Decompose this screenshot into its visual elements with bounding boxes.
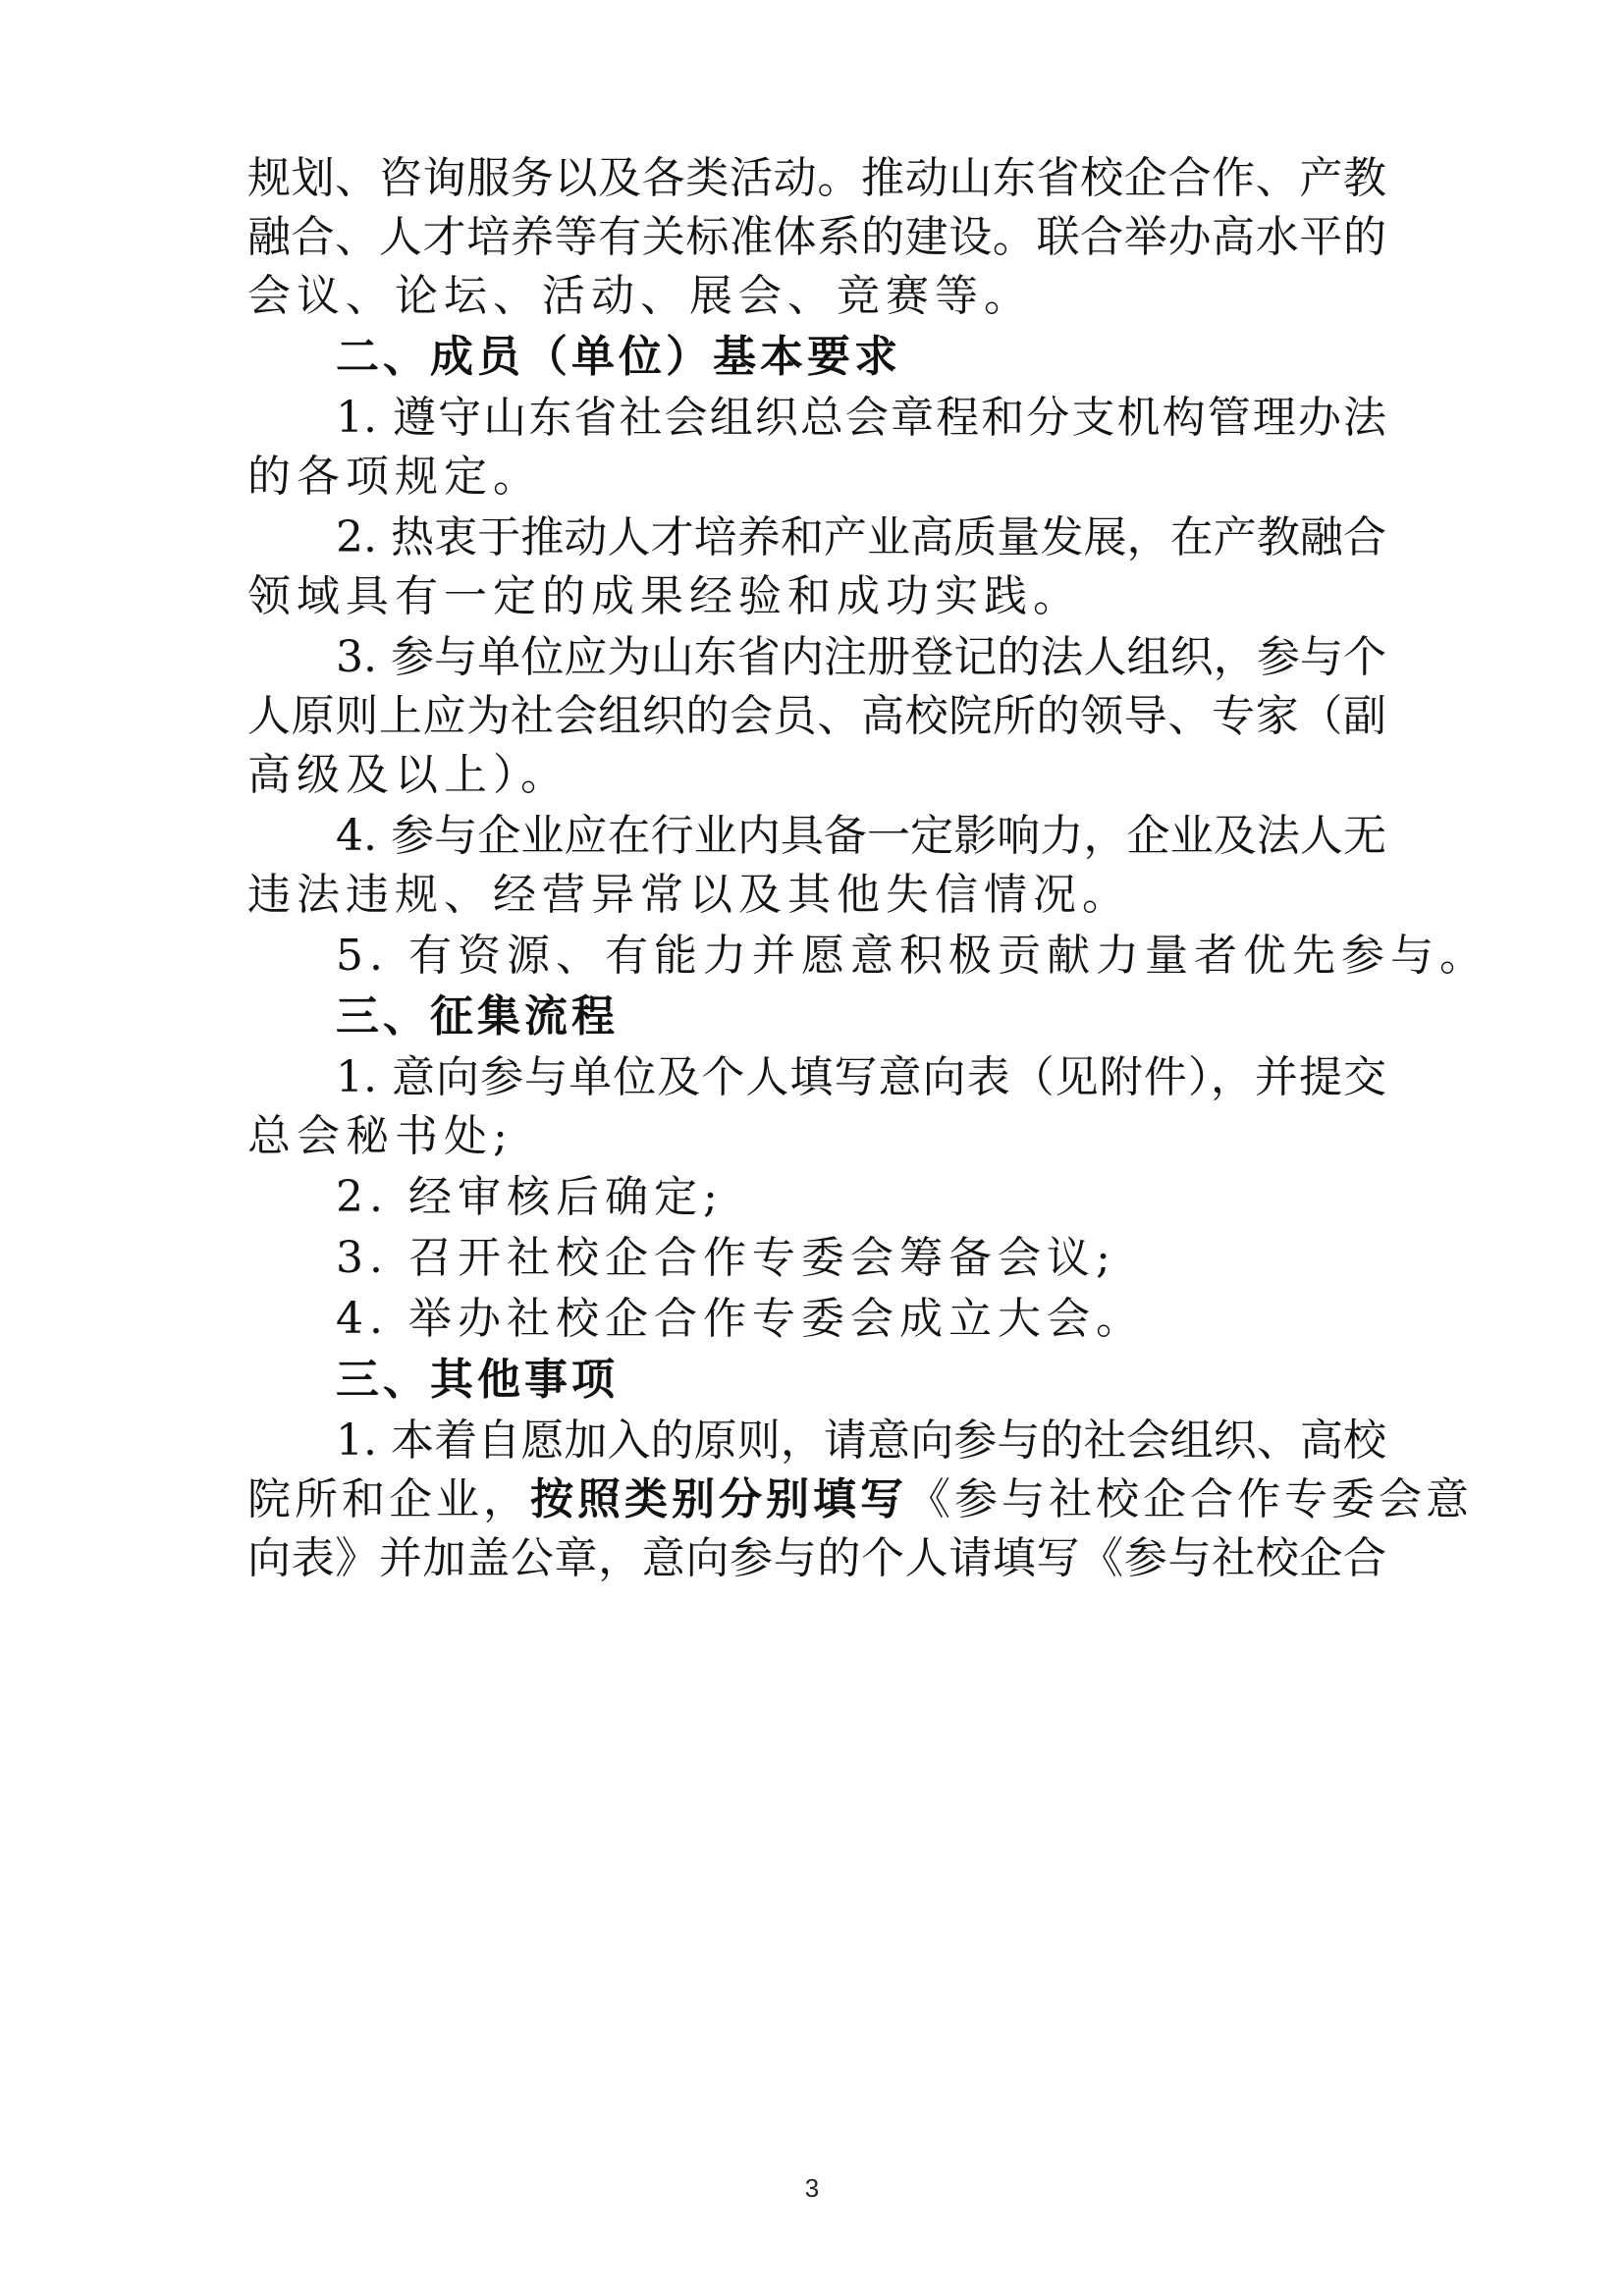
list-item-continuation: 领域具有一定的成果经验和成功实践。: [247, 571, 1082, 621]
page-number: 3: [804, 2173, 820, 2203]
list-item: 5. 有资源、有能力并愿意积极贡献力量者优先参与。: [336, 931, 1489, 981]
section-heading-other-matters: 三、其他事项: [336, 1355, 619, 1405]
list-item: 3. 参与单位应为山东省内注册登记的法人组织，参与个: [336, 632, 1386, 682]
list-item-continuation: 人原则上应为社会组织的会员、高校院所的领导、专家（副: [247, 691, 1386, 741]
list-item-continuation: 违法违规、经营异常以及其他失信情况。: [247, 870, 1131, 920]
line-suffix-text: 《参与社校企合作专委会意: [907, 1474, 1473, 1524]
list-item: 2. 热衷于推动人才培养和产业高质量发展，在产教融合: [336, 512, 1386, 562]
list-item: 1. 遵守山东省社会组织总会章程和分支机构管理办法: [336, 393, 1386, 443]
list-item: 1. 意向参与单位及个人填写意向表（见附件），并提交: [336, 1052, 1386, 1102]
list-item: 4. 举办社校企合作专委会成立大会。: [336, 1294, 1145, 1344]
list-item-continuation: [247, 1470, 1473, 1529]
line-prefix-text: 院所和企业，: [247, 1474, 530, 1524]
section-heading-process: 三、征集流程: [336, 991, 619, 1041]
paragraph-line: 融合、人才培养等有关标准体系的建设。联合举办高水平的: [247, 212, 1386, 262]
list-item-continuation: 总会秘书处;: [247, 1111, 514, 1161]
list-item: 2. 经审核后确定;: [336, 1172, 724, 1222]
list-item: 3. 召开社校企合作专委会筹备会议;: [336, 1233, 1116, 1283]
list-item-continuation: 高级及以上）。: [247, 750, 569, 800]
list-item: 4. 参与企业应在行业内具备一定影响力，企业及法人无: [336, 811, 1386, 861]
section-heading-requirements: 二、成员（单位）基本要求: [336, 332, 901, 382]
paragraph-line: 规划、咨询服务以及各类活动。推动山东省校企合作、产教: [247, 153, 1386, 203]
list-item-continuation: 的各项规定。: [247, 452, 542, 502]
emphasized-instruction: 按照类别分别填写: [530, 1474, 907, 1524]
list-item-continuation: 向表》并加盖公章，意向参与的个人请填写《参与社校企合: [247, 1533, 1386, 1583]
list-item: 1. 本着自愿加入的原则，请意向参与的社会组织、高校: [336, 1415, 1386, 1466]
paragraph-line: 会议、论坛、活动、展会、竞赛等。: [247, 271, 1033, 321]
